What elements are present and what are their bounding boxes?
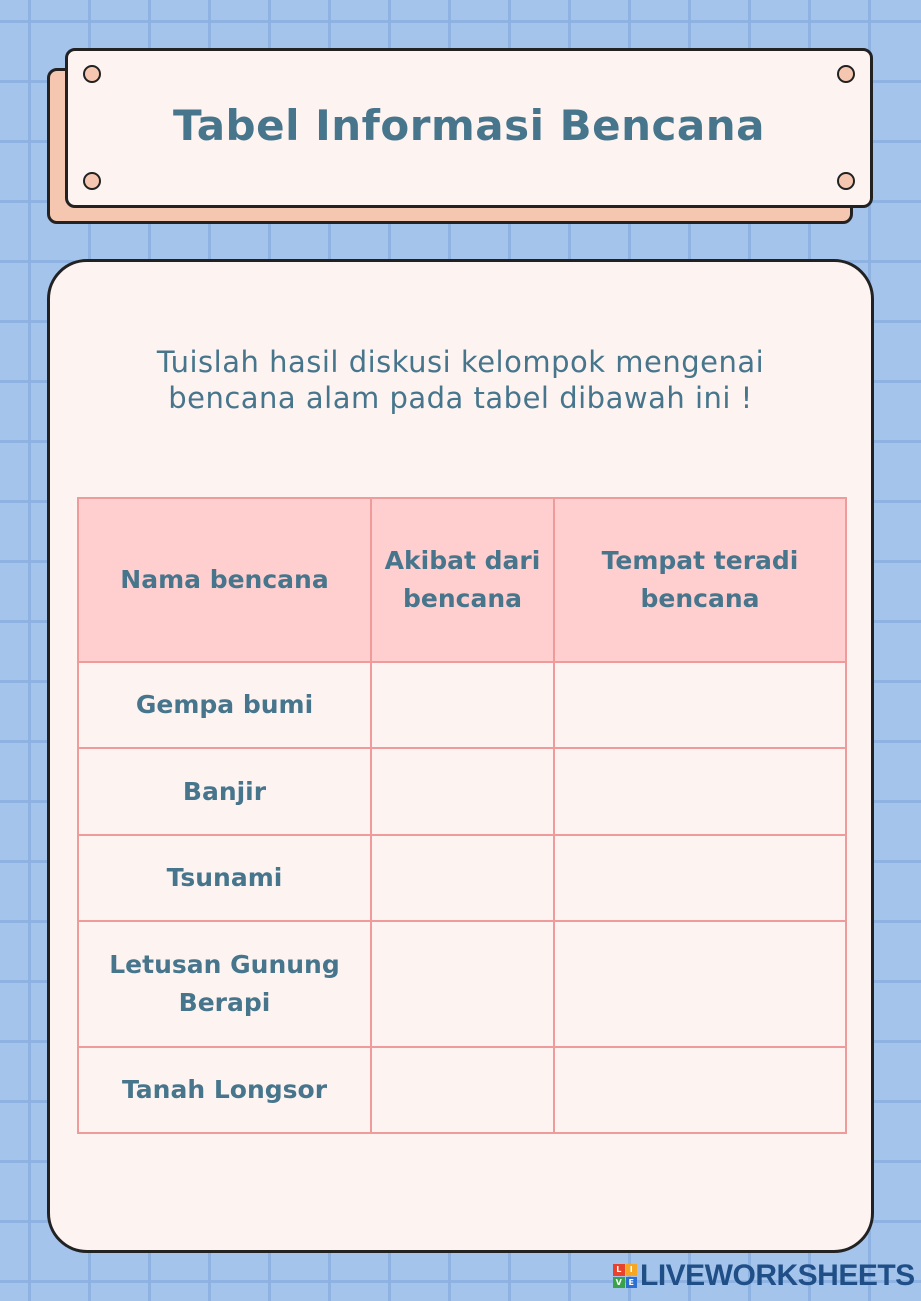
header-effect: Akibat dari bencana [371,498,554,662]
effect-answer-cell[interactable] [371,748,554,835]
logo-text: LIVEWORKSHEETS [640,1259,915,1292]
pin-top-right-icon [837,65,855,83]
pin-bottom-right-icon [837,172,855,190]
pin-bottom-left-icon [83,172,101,190]
header-place: Tempat teradi bencana [554,498,846,662]
effect-answer-cell[interactable] [371,1047,554,1133]
place-answer-cell[interactable] [554,835,846,921]
place-answer-cell[interactable] [554,921,846,1047]
liveworksheets-logo [613,1260,915,1292]
effect-answer-cell[interactable] [371,835,554,921]
place-answer-cell[interactable] [554,748,846,835]
liveworksheets-logo-icon: L I V E [613,1264,637,1288]
place-answer-cell[interactable] [554,1047,846,1133]
effect-answer-cell[interactable] [371,921,554,1047]
table-row [78,835,846,921]
instruction-line-2: bencana alam pada tabel dibawah ini ! [168,381,753,415]
effect-answer-cell[interactable] [371,662,554,748]
table-row [78,748,846,835]
disaster-name-cell: Gempa bumi [78,662,371,748]
table-row [78,1047,846,1133]
table-header-row [78,498,846,662]
place-answer-cell[interactable] [554,662,846,748]
disaster-name-cell: Banjir [78,748,371,835]
disaster-name-cell: Tsunami [78,835,371,921]
header-disaster-name: Nama bencana [78,498,371,662]
table-row [78,662,846,748]
pin-top-left-icon [83,65,101,83]
title-banner [65,48,873,208]
disaster-name-cell: Tanah Longsor [78,1047,371,1133]
instruction-text [50,344,871,416]
page-title: Tabel Informasi Bencana [172,101,765,150]
instruction-line-1: Tuislah hasil diskusi kelompok mengenai [156,345,765,379]
disaster-name-cell: Letusan Gunung Berapi [78,921,371,1047]
disaster-table [77,497,847,1134]
worksheet-card [47,259,874,1253]
table-row [78,921,846,1047]
